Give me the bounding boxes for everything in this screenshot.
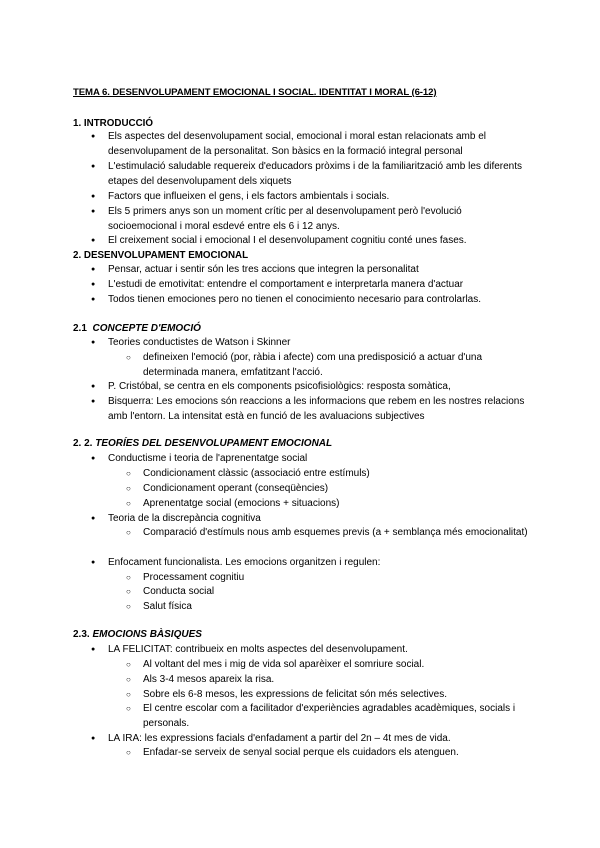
bullet-item: ● Bisquerra: Les emocions són reaccions a les informacions que rebem en les nostres relacions amb l'entorn. La intensitat està en funció de les avaluacions subjectives <box>108 395 528 424</box>
bullet-item: ● El creixement social i emocional I el desenvolupament cognitiu conté unes fases. <box>108 234 528 249</box>
bullet-item: ● Teoria de la discrepància cognitiva <box>108 512 528 527</box>
bullet-item: ● Todos tienen emociones pero no tienen el conocimiento necesario para controlarlas. <box>108 293 528 308</box>
bullet-item: ● L'estimulació saludable requereix d'educadors pròxims i de la familiarització amb les diferents etapes del desenvolupament dels xiquets <box>108 160 528 189</box>
sub-bullet-item: ○ Aprenentatge social (emocions + situacions) <box>143 497 533 512</box>
subsection-number: 2.1 <box>73 323 87 334</box>
subsection-heading-teories <box>73 438 332 449</box>
sub-bullet-item: ○ Comparació d'estímuls nous amb esquemes previs (a + semblança més emocionalitat) <box>143 526 533 541</box>
sub-bullet-item: ○ Enfadar-se serveix de senyal social perque els cuidadors els atenguen. <box>143 746 533 761</box>
sub-bullet-item: ○ El centre escolar com a facilitador d'experiències agradables acadèmiques, socials i personals. <box>143 702 533 731</box>
subsection-title: TEORÍES DEL DESENVOLUPAMENT EMOCIONAL <box>95 438 333 449</box>
bullet-item: ● Els aspectes del desenvolupament social, emocional i moral estan relacionats amb el desenvolupament de la personalitat. Son bàsics en la formació integral personal <box>108 130 528 159</box>
sub-bullet-item: ○ defineixen l'emoció (por, ràbia i afecte) com una predisposició a actuar d'una determinada manera, emfatitzant l'acció. <box>143 351 533 380</box>
sub-bullet-item: ○ Conducta social <box>143 585 533 600</box>
sub-bullet-item: ○ Condicionament clàssic (associació entre estímuls) <box>143 467 533 482</box>
sub-bullet-item: ○ Al voltant del mes i mig de vida sol aparèixer el somriure social. <box>143 658 533 673</box>
section-heading-desenvolupament-emocional: 2. DESENVOLUPAMENT EMOCIONAL <box>73 250 249 261</box>
subsection-number: 2.3. <box>73 629 90 640</box>
bullet-item: ● Enfocament funcionalista. Les emocions organitzen i regulen: <box>108 556 528 571</box>
bullet-item: ● LA IRA: les expressions facials d'enfadament a partir del 2n – 4t mes de vida. <box>108 732 528 747</box>
bullet-item: ● Teories conductistes de Watson i Skinner <box>108 336 528 351</box>
bullet-item: ● LA FELICITAT: contribueix en molts aspectes del desenvolupament. <box>108 643 528 658</box>
subsection-title: CONCEPTE D'EMOCIÓ <box>92 323 201 334</box>
sub-bullet-item: ○ Condicionament operant (conseqüències) <box>143 482 533 497</box>
bullet-item: ● Els 5 primers anys son un moment crític per al desenvolupament però l'evolució socioemocional i moral esdevé entre els 6 i 12 anys. <box>108 205 528 234</box>
subsection-title: EMOCIONS BÀSIQUES <box>92 629 202 640</box>
sub-bullet-item: ○ Salut física <box>143 600 533 615</box>
sub-bullet-item: ○ Sobre els 6-8 mesos, les expressions de felicitat són més selectives. <box>143 688 533 703</box>
bullet-item: ● L'estudi de emotivitat: entendre el comportament e interpretarla manera d'actuar <box>108 278 528 293</box>
subsection-number: 2. 2. <box>73 438 93 449</box>
sub-bullet-item: ○ Als 3-4 mesos apareix la risa. <box>143 673 533 688</box>
bullet-item: ● P. Cristóbal, se centra en els components psicofisiològics: resposta somàtica, <box>108 380 528 395</box>
bullet-item: ● Conductisme i teoria de l'aprenentatge social <box>108 452 528 467</box>
sub-bullet-item: ○ Processament cognitiu <box>143 571 533 586</box>
bullet-item: ● Pensar, actuar i sentir són les tres accions que integren la personalitat <box>108 263 528 278</box>
subsection-heading-concepte-emocio <box>73 323 201 334</box>
subsection-heading-emocions-basiques <box>73 629 202 640</box>
document-title: TEMA 6. DESENVOLUPAMENT EMOCIONAL I SOCIAL. IDENTITAT I MORAL (6-12) <box>73 87 437 98</box>
section-heading-introduccio: 1. INTRODUCCIÓ <box>73 118 154 129</box>
bullet-item: ● Factors que influeixen el gens, i els factors ambientals i socials. <box>108 190 528 205</box>
